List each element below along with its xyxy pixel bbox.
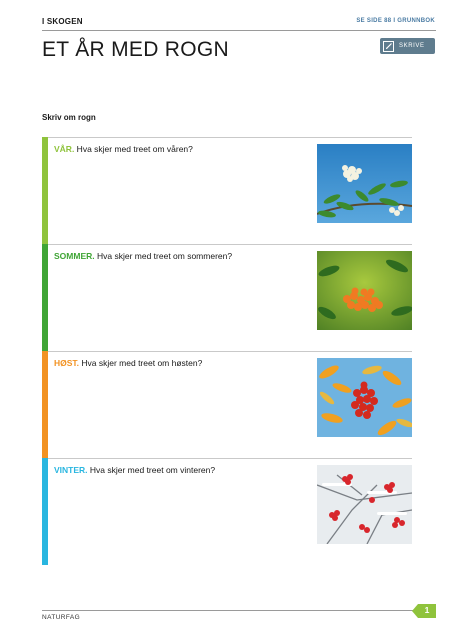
season-divider	[48, 137, 412, 138]
skrive-button[interactable]	[380, 38, 435, 54]
season-color-bar	[42, 244, 48, 351]
season-autumn	[42, 351, 412, 458]
season-divider	[48, 351, 412, 352]
season-question: Hva skjer med treet om våren?	[74, 144, 193, 154]
season-prompt	[54, 251, 232, 261]
season-divider	[48, 244, 412, 245]
season-name: HØST.	[54, 358, 80, 368]
rowan-autumn-berries-photo	[317, 358, 412, 437]
page-reference: SE SIDE 88 I GRUNNBOK	[356, 18, 435, 24]
task-title: Skriv om rogn	[42, 113, 96, 122]
writing-area[interactable]	[54, 480, 309, 560]
season-name: VÅR.	[54, 144, 75, 154]
season-prompt	[54, 465, 215, 475]
season-question: Hva skjer med treet om høsten?	[79, 358, 203, 368]
season-name: SOMMER.	[54, 251, 95, 261]
season-summer	[42, 244, 412, 351]
season-color-bar	[42, 458, 48, 565]
writing-area[interactable]	[54, 373, 309, 453]
footer-rule	[42, 610, 414, 611]
season-name: VINTER.	[54, 465, 88, 475]
season-question: Hva skjer med treet om vinteren?	[87, 465, 216, 475]
skrive-label: SKRIVE	[399, 43, 425, 49]
rowan-snowy-berries-photo	[317, 465, 412, 544]
rowan-blossom-photo	[317, 144, 412, 223]
season-divider	[48, 458, 412, 459]
pencil-icon	[383, 41, 394, 52]
rowan-green-berries-photo	[317, 251, 412, 330]
season-prompt	[54, 144, 193, 154]
subject-label: NATURFAG	[42, 614, 81, 621]
writing-area[interactable]	[54, 266, 309, 346]
season-prompt	[54, 358, 202, 368]
season-color-bar	[42, 137, 48, 244]
season-spring	[42, 137, 412, 244]
header-rule	[42, 30, 436, 31]
page-title: ET ÅR MED ROGN	[42, 38, 229, 61]
page-number: 1	[424, 605, 430, 615]
season-color-bar	[42, 351, 48, 458]
season-question: Hva skjer med treet om sommeren?	[94, 251, 233, 261]
season-winter	[42, 458, 412, 565]
section-label: I SKOGEN	[42, 17, 83, 26]
writing-area[interactable]	[54, 159, 309, 239]
